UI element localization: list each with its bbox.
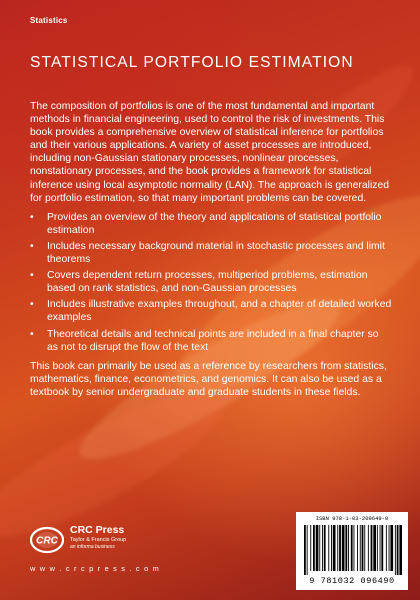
list-item-text: Includes illustrative examples throughout, and a chapter of detailed worked examples [47, 299, 392, 324]
list-item-text: Includes necessary background material in stochastic processes and limit theorems [47, 240, 385, 266]
list-item [30, 211, 392, 237]
list-item [30, 328, 392, 354]
publisher-group: Taylor & Francis Group [70, 537, 127, 543]
list-item-text: Provides an overview of the theory and applications of statistical portfolio estimation [47, 211, 382, 236]
bullet-icon: • [30, 211, 34, 223]
feature-list [30, 211, 392, 354]
publisher-url: w w w . c r c p r e s s . c o m [30, 564, 161, 573]
publisher-name: CRC Press [70, 524, 125, 536]
logo-initials: CRC [36, 535, 58, 547]
barcode [296, 512, 408, 590]
bullet-icon: • [30, 328, 34, 340]
barcode-number: 9 781032 096490 [309, 576, 395, 586]
list-item-text: Covers dependent return processes, multiperiod problems, estimation based on rank statistics, and non-Gaussian processes [47, 270, 368, 295]
list-item [30, 240, 392, 266]
category-label: Statistics [30, 16, 68, 25]
list-item-text: Theoretical details and technical points are included in a final chapter so as not to disrupt the flow of the text [47, 328, 379, 353]
book-title: STATISTICAL PORTFOLIO ESTIMATION [30, 54, 354, 71]
closing-paragraph: This book can primarily be used as a reference by researchers from statistics, mathematics, finance, econometrics, and genomics. It can also be used as a textbook by senior undergraduate and graduate students in these fields. [30, 360, 387, 398]
list-item [30, 269, 392, 295]
publisher-business: an informa business [70, 544, 115, 550]
barcode-bars-icon [302, 525, 402, 575]
blurb [30, 100, 392, 399]
list-item [30, 298, 392, 324]
intro-paragraph: The composition of portfolios is one of the most fundamental and important methods in financial engineering, used to control the risk of investments. This book provides a comprehensive overview of statistical inference for portfolios and their various applications. A variety of asset processes are introduced, including non-Gaussian stationary processes, nonlinear processes, nonstationary processes, and the book provides a framework for statistical inference using local asymptotic normality (LAN). The approach is generalized for portfolio estimation, so that many important problems can be covered. [30, 101, 390, 204]
bullet-icon: • [30, 270, 34, 282]
bullet-icon: • [30, 299, 34, 311]
isbn-label: ISBN 978-1-03-209649-0 [315, 515, 389, 522]
bullet-icon: • [30, 240, 34, 252]
crc-press-logo-icon [30, 523, 64, 557]
